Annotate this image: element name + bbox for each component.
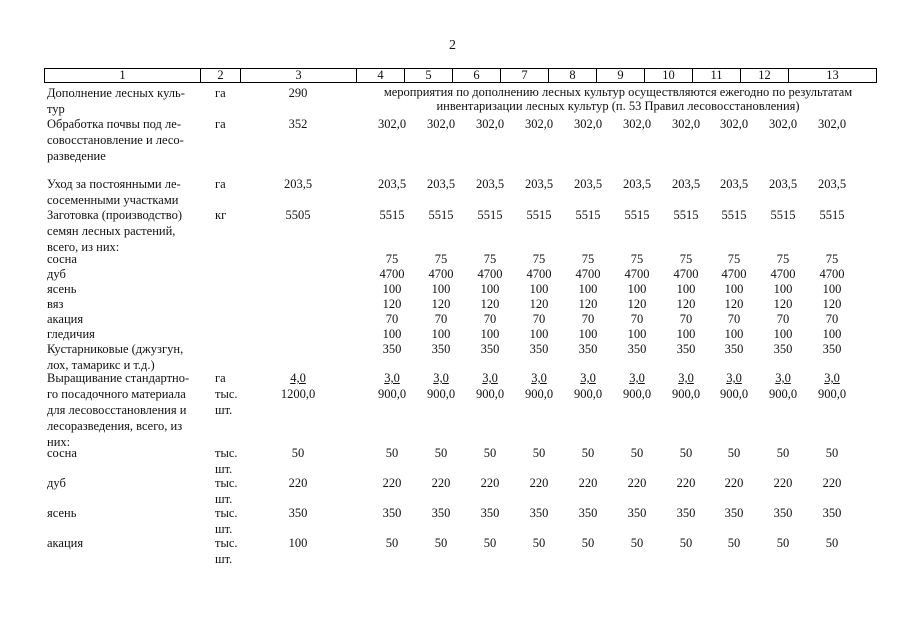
cell-value: 75 <box>385 252 399 266</box>
cell-value: 100 <box>382 282 402 296</box>
cell-value: 350 <box>578 506 598 520</box>
cell-value: 50 <box>630 446 644 460</box>
cell-value: 350 <box>480 506 500 520</box>
cell-value: 70 <box>434 312 448 326</box>
cell-value: 3,0 900,0 <box>671 371 701 401</box>
cell-value: 75 <box>581 252 595 266</box>
cell-value: 5515 <box>819 208 845 222</box>
cell-value: 3,0 900,0 <box>768 371 798 401</box>
row-name: сосна <box>47 252 77 266</box>
cell-value: 4700 <box>575 267 601 281</box>
row-name: Обработка почвы под ле- совосстановление и лесо- разведение <box>47 117 184 163</box>
cell-value: 5515 <box>428 208 454 222</box>
row-col3-value: 350 <box>288 506 308 520</box>
cell-value: 203,5 <box>475 177 505 191</box>
row-col3-value: 220 <box>288 476 308 490</box>
cell-value: 70 <box>483 312 497 326</box>
cell-value: 302,0 <box>524 117 554 131</box>
row-name: Заготовка (производство) семян лесных растений, всего, из них: <box>47 208 183 254</box>
cell-value: 4700 <box>673 267 699 281</box>
cell-value: 100 <box>724 282 744 296</box>
col-num-13: 13 <box>789 69 877 83</box>
cell-value: 120 <box>578 297 598 311</box>
col-num-7: 7 <box>501 69 549 83</box>
row-unit: тыс. шт. <box>215 476 238 506</box>
row-col3-value: 290 <box>288 86 308 100</box>
cell-value: 3,0 900,0 <box>573 371 603 401</box>
row-unit: га <box>215 177 226 191</box>
cell-value: 350 <box>529 506 549 520</box>
cell-value: 50 <box>385 536 399 550</box>
page-number: 2 <box>449 38 456 53</box>
cell-value: 70 <box>679 312 693 326</box>
cell-value: 350 <box>773 506 793 520</box>
col-num-12: 12 <box>741 69 789 83</box>
cell-value: 50 <box>581 536 595 550</box>
row-name: Дополнение лесных куль- тур <box>47 86 185 116</box>
cell-value: 120 <box>431 297 451 311</box>
cell-value: 50 <box>483 446 497 460</box>
col-num-5: 5 <box>405 69 453 83</box>
column-header-row <box>44 68 877 83</box>
col-num-2: 2 <box>201 69 241 83</box>
cell-value: 5515 <box>379 208 405 222</box>
cell-value: 100 <box>822 282 842 296</box>
cell-value: 100 <box>480 327 500 341</box>
cell-value: 50 <box>581 446 595 460</box>
cell-value: 350 <box>822 342 842 356</box>
cell-value: 75 <box>825 252 839 266</box>
row-name: дуб <box>47 476 66 490</box>
cell-value: 220 <box>578 476 598 490</box>
cell-value: 302,0 <box>768 117 798 131</box>
cell-value: 70 <box>776 312 790 326</box>
cell-value: 4700 <box>526 267 552 281</box>
col-num-8: 8 <box>549 69 597 83</box>
row-name: вяз <box>47 297 64 311</box>
row-name: сосна <box>47 446 77 460</box>
col-num-3: 3 <box>241 69 357 83</box>
cell-value: 220 <box>627 476 647 490</box>
cell-value: 302,0 <box>377 117 407 131</box>
cell-value: 70 <box>532 312 546 326</box>
cell-value: 50 <box>532 446 546 460</box>
cell-value: 100 <box>431 327 451 341</box>
cell-value: 50 <box>434 446 448 460</box>
row-name: дуб <box>47 267 66 281</box>
cell-value: 350 <box>431 342 451 356</box>
cell-value: 302,0 <box>573 117 603 131</box>
cell-value: 75 <box>776 252 790 266</box>
row-unit: тыс. шт. <box>215 446 238 476</box>
cell-value: 302,0 <box>622 117 652 131</box>
row-name: Выращивание стандартно- го посадочного материала для лесовосстановления и лесоразведения, всего, из них: <box>47 371 190 449</box>
cell-value: 4700 <box>379 267 405 281</box>
cell-value: 220 <box>822 476 842 490</box>
row-col3-value: 4,0 1200,0 <box>280 371 316 401</box>
cell-value: 100 <box>480 282 500 296</box>
cell-value: 4700 <box>624 267 650 281</box>
cell-value: 70 <box>727 312 741 326</box>
row-name: ясень <box>47 282 77 296</box>
cell-value: 3,0 900,0 <box>475 371 505 401</box>
cell-value: 4700 <box>477 267 503 281</box>
cell-value: 75 <box>630 252 644 266</box>
cell-value: 50 <box>825 536 839 550</box>
cell-value: 203,5 <box>426 177 456 191</box>
cell-value: 3,0 900,0 <box>817 371 847 401</box>
row-col3-value: 100 <box>288 536 308 550</box>
cell-value: 3,0 900,0 <box>622 371 652 401</box>
col-num-10: 10 <box>645 69 693 83</box>
cell-value: 203,5 <box>719 177 749 191</box>
cell-value: 120 <box>676 297 696 311</box>
row-name: гледичия <box>47 327 95 341</box>
cell-value: 50 <box>776 446 790 460</box>
cell-value: 220 <box>529 476 549 490</box>
cell-value: 120 <box>627 297 647 311</box>
row-name: акация <box>47 536 84 550</box>
cell-value: 350 <box>431 506 451 520</box>
cell-value: 100 <box>773 282 793 296</box>
cell-value: 350 <box>578 342 598 356</box>
cell-value: 220 <box>676 476 696 490</box>
row-unit: тыс. шт. <box>215 506 238 536</box>
col-num-4: 4 <box>357 69 405 83</box>
cell-value: 3,0 900,0 <box>426 371 456 401</box>
row-name: ясень <box>47 506 77 520</box>
cell-value: 5515 <box>477 208 503 222</box>
cell-value: 302,0 <box>475 117 505 131</box>
cell-value: 5515 <box>624 208 650 222</box>
cell-value: 3,0 900,0 <box>377 371 407 401</box>
col-num-1: 1 <box>45 69 201 83</box>
cell-value: 75 <box>483 252 497 266</box>
cell-value: 50 <box>825 446 839 460</box>
row-unit: кг <box>215 208 227 222</box>
cell-value: 4700 <box>770 267 796 281</box>
cell-value: 120 <box>480 297 500 311</box>
row-col3-value: 50 <box>291 446 305 460</box>
cell-value: 75 <box>532 252 546 266</box>
cell-value: 50 <box>727 446 741 460</box>
cell-value: 120 <box>724 297 744 311</box>
cell-value: 120 <box>822 297 842 311</box>
cell-value: 5515 <box>721 208 747 222</box>
cell-value: 50 <box>385 446 399 460</box>
cell-value: 100 <box>431 282 451 296</box>
cell-value: 220 <box>431 476 451 490</box>
cell-value: 3,0 900,0 <box>524 371 554 401</box>
row-col3-value: 352 <box>288 117 308 131</box>
cell-value: 100 <box>382 327 402 341</box>
cell-value: 4700 <box>721 267 747 281</box>
cell-value: 75 <box>434 252 448 266</box>
cell-value: 50 <box>532 536 546 550</box>
cell-value: 5515 <box>575 208 601 222</box>
cell-value: 120 <box>382 297 402 311</box>
cell-value: 350 <box>529 342 549 356</box>
cell-value: 100 <box>529 327 549 341</box>
cell-value: 70 <box>630 312 644 326</box>
cell-value: 350 <box>724 342 744 356</box>
cell-value: 203,5 <box>524 177 554 191</box>
cell-value: 100 <box>724 327 744 341</box>
cell-value: 70 <box>581 312 595 326</box>
cell-value: 100 <box>578 327 598 341</box>
cell-value: 5515 <box>526 208 552 222</box>
cell-value: 100 <box>627 327 647 341</box>
cell-value: 5515 <box>673 208 699 222</box>
cell-value: 203,5 <box>377 177 407 191</box>
cell-value: 350 <box>382 342 402 356</box>
cell-value: 302,0 <box>671 117 701 131</box>
row-col3-value: 5505 <box>285 208 311 222</box>
cell-value: 302,0 <box>719 117 749 131</box>
cell-value: 4700 <box>428 267 454 281</box>
row-note: мероприятия по дополнению лесных культур осуществляются ежегодно по результатам инвентаризации лесных культур (п. 53 Правил лесовосстановления) <box>383 85 853 113</box>
cell-value: 100 <box>676 282 696 296</box>
cell-value: 75 <box>727 252 741 266</box>
cell-value: 203,5 <box>671 177 701 191</box>
cell-value: 100 <box>773 327 793 341</box>
row-unit: га <box>215 86 226 100</box>
cell-value: 50 <box>679 536 693 550</box>
cell-value: 50 <box>727 536 741 550</box>
col-num-9: 9 <box>597 69 645 83</box>
cell-value: 350 <box>627 342 647 356</box>
cell-value: 350 <box>627 506 647 520</box>
col-num-11: 11 <box>693 69 741 83</box>
cell-value: 350 <box>773 342 793 356</box>
row-name: акация <box>47 312 84 326</box>
cell-value: 3,0 900,0 <box>719 371 749 401</box>
cell-value: 350 <box>480 342 500 356</box>
cell-value: 100 <box>578 282 598 296</box>
cell-value: 100 <box>627 282 647 296</box>
cell-value: 203,5 <box>573 177 603 191</box>
cell-value: 350 <box>382 506 402 520</box>
cell-value: 350 <box>676 506 696 520</box>
row-name: Уход за постоянными ле- сосеменными участками <box>47 177 181 207</box>
cell-value: 350 <box>724 506 744 520</box>
row-unit: га <box>215 117 226 131</box>
row-name: Кустарниковые (джузгун, лох, тамарикс и т.д.) <box>47 342 184 372</box>
cell-value: 220 <box>724 476 744 490</box>
cell-value: 100 <box>529 282 549 296</box>
row-col3-value: 203,5 <box>283 177 313 191</box>
cell-value: 120 <box>773 297 793 311</box>
cell-value: 220 <box>480 476 500 490</box>
row-unit: га тыс. шт. <box>215 371 238 417</box>
cell-value: 70 <box>385 312 399 326</box>
col-num-6: 6 <box>453 69 501 83</box>
cell-value: 70 <box>825 312 839 326</box>
row-unit: тыс. шт. <box>215 536 238 566</box>
cell-value: 220 <box>382 476 402 490</box>
cell-value: 4700 <box>819 267 845 281</box>
cell-value: 203,5 <box>768 177 798 191</box>
cell-value: 5515 <box>770 208 796 222</box>
cell-value: 50 <box>434 536 448 550</box>
cell-value: 50 <box>630 536 644 550</box>
cell-value: 120 <box>529 297 549 311</box>
cell-value: 203,5 <box>622 177 652 191</box>
cell-value: 75 <box>679 252 693 266</box>
cell-value: 220 <box>773 476 793 490</box>
cell-value: 50 <box>776 536 790 550</box>
cell-value: 100 <box>676 327 696 341</box>
cell-value: 50 <box>483 536 497 550</box>
cell-value: 302,0 <box>817 117 847 131</box>
cell-value: 203,5 <box>817 177 847 191</box>
cell-value: 302,0 <box>426 117 456 131</box>
cell-value: 350 <box>822 506 842 520</box>
cell-value: 100 <box>822 327 842 341</box>
cell-value: 50 <box>679 446 693 460</box>
cell-value: 350 <box>676 342 696 356</box>
